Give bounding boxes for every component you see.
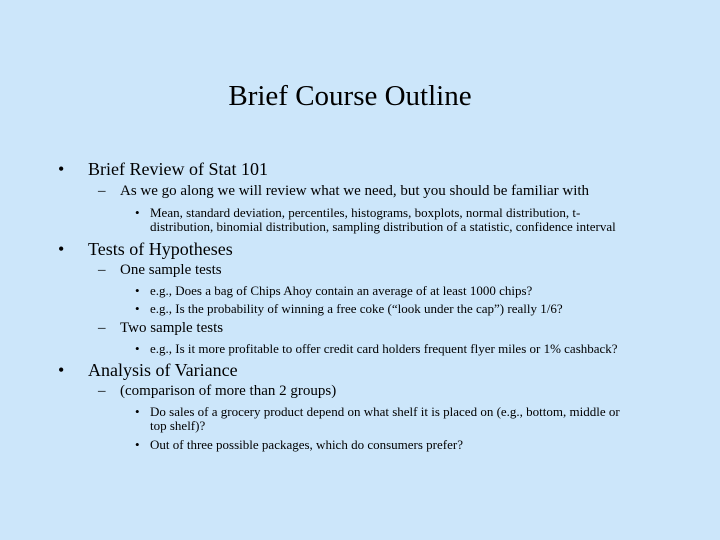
level3-bullet: • <box>135 301 140 316</box>
outline-subitem: One sample tests <box>120 262 222 278</box>
level1-bullet: • <box>58 159 65 179</box>
outline-detail-continued: top shelf)? <box>150 418 206 433</box>
slide-title: Brief Course Outline <box>228 80 472 112</box>
level3-bullet: • <box>135 437 140 452</box>
level3-bullet: • <box>135 205 140 220</box>
outline-detail: Out of three possible packages, which do consumers prefer? <box>150 437 463 452</box>
level2-dash: – <box>98 183 106 199</box>
outline-detail: e.g., Is the probability of winning a free coke (“look under the cap”) really 1/6? <box>150 301 563 316</box>
outline-detail: e.g., Does a bag of Chips Ahoy contain an average of at least 1000 chips? <box>150 283 533 298</box>
outline-subitem: As we go along we will review what we need, but you should be familiar with <box>120 183 590 199</box>
outline-item: Brief Review of Stat 101 <box>88 159 268 179</box>
level1-bullet: • <box>58 239 65 259</box>
level2-dash: – <box>98 262 106 278</box>
level3-bullet: • <box>135 341 140 356</box>
level2-dash: – <box>98 320 106 336</box>
level2-dash: – <box>98 383 106 399</box>
level1-bullet: • <box>58 360 65 380</box>
outline-detail: Do sales of a grocery product depend on what shelf it is placed on (e.g., bottom, middle or <box>150 404 620 419</box>
outline-detail: Mean, standard deviation, percentiles, histograms, boxplots, normal distribution, t- <box>150 205 581 220</box>
outline-item: Analysis of Variance <box>88 360 238 380</box>
level3-bullet: • <box>135 283 140 298</box>
outline-detail: e.g., Is it more profitable to offer credit card holders frequent flyer miles or 1% cashback? <box>150 341 618 356</box>
outline-subitem: (comparison of more than 2 groups) <box>120 383 337 399</box>
level3-bullet: • <box>135 404 140 419</box>
outline-subitem: Two sample tests <box>120 320 224 336</box>
outline-detail-continued: distribution, binomial distribution, sampling distribution of a statistic, confidence interval <box>150 219 616 234</box>
outline-item: Tests of Hypotheses <box>88 239 233 259</box>
